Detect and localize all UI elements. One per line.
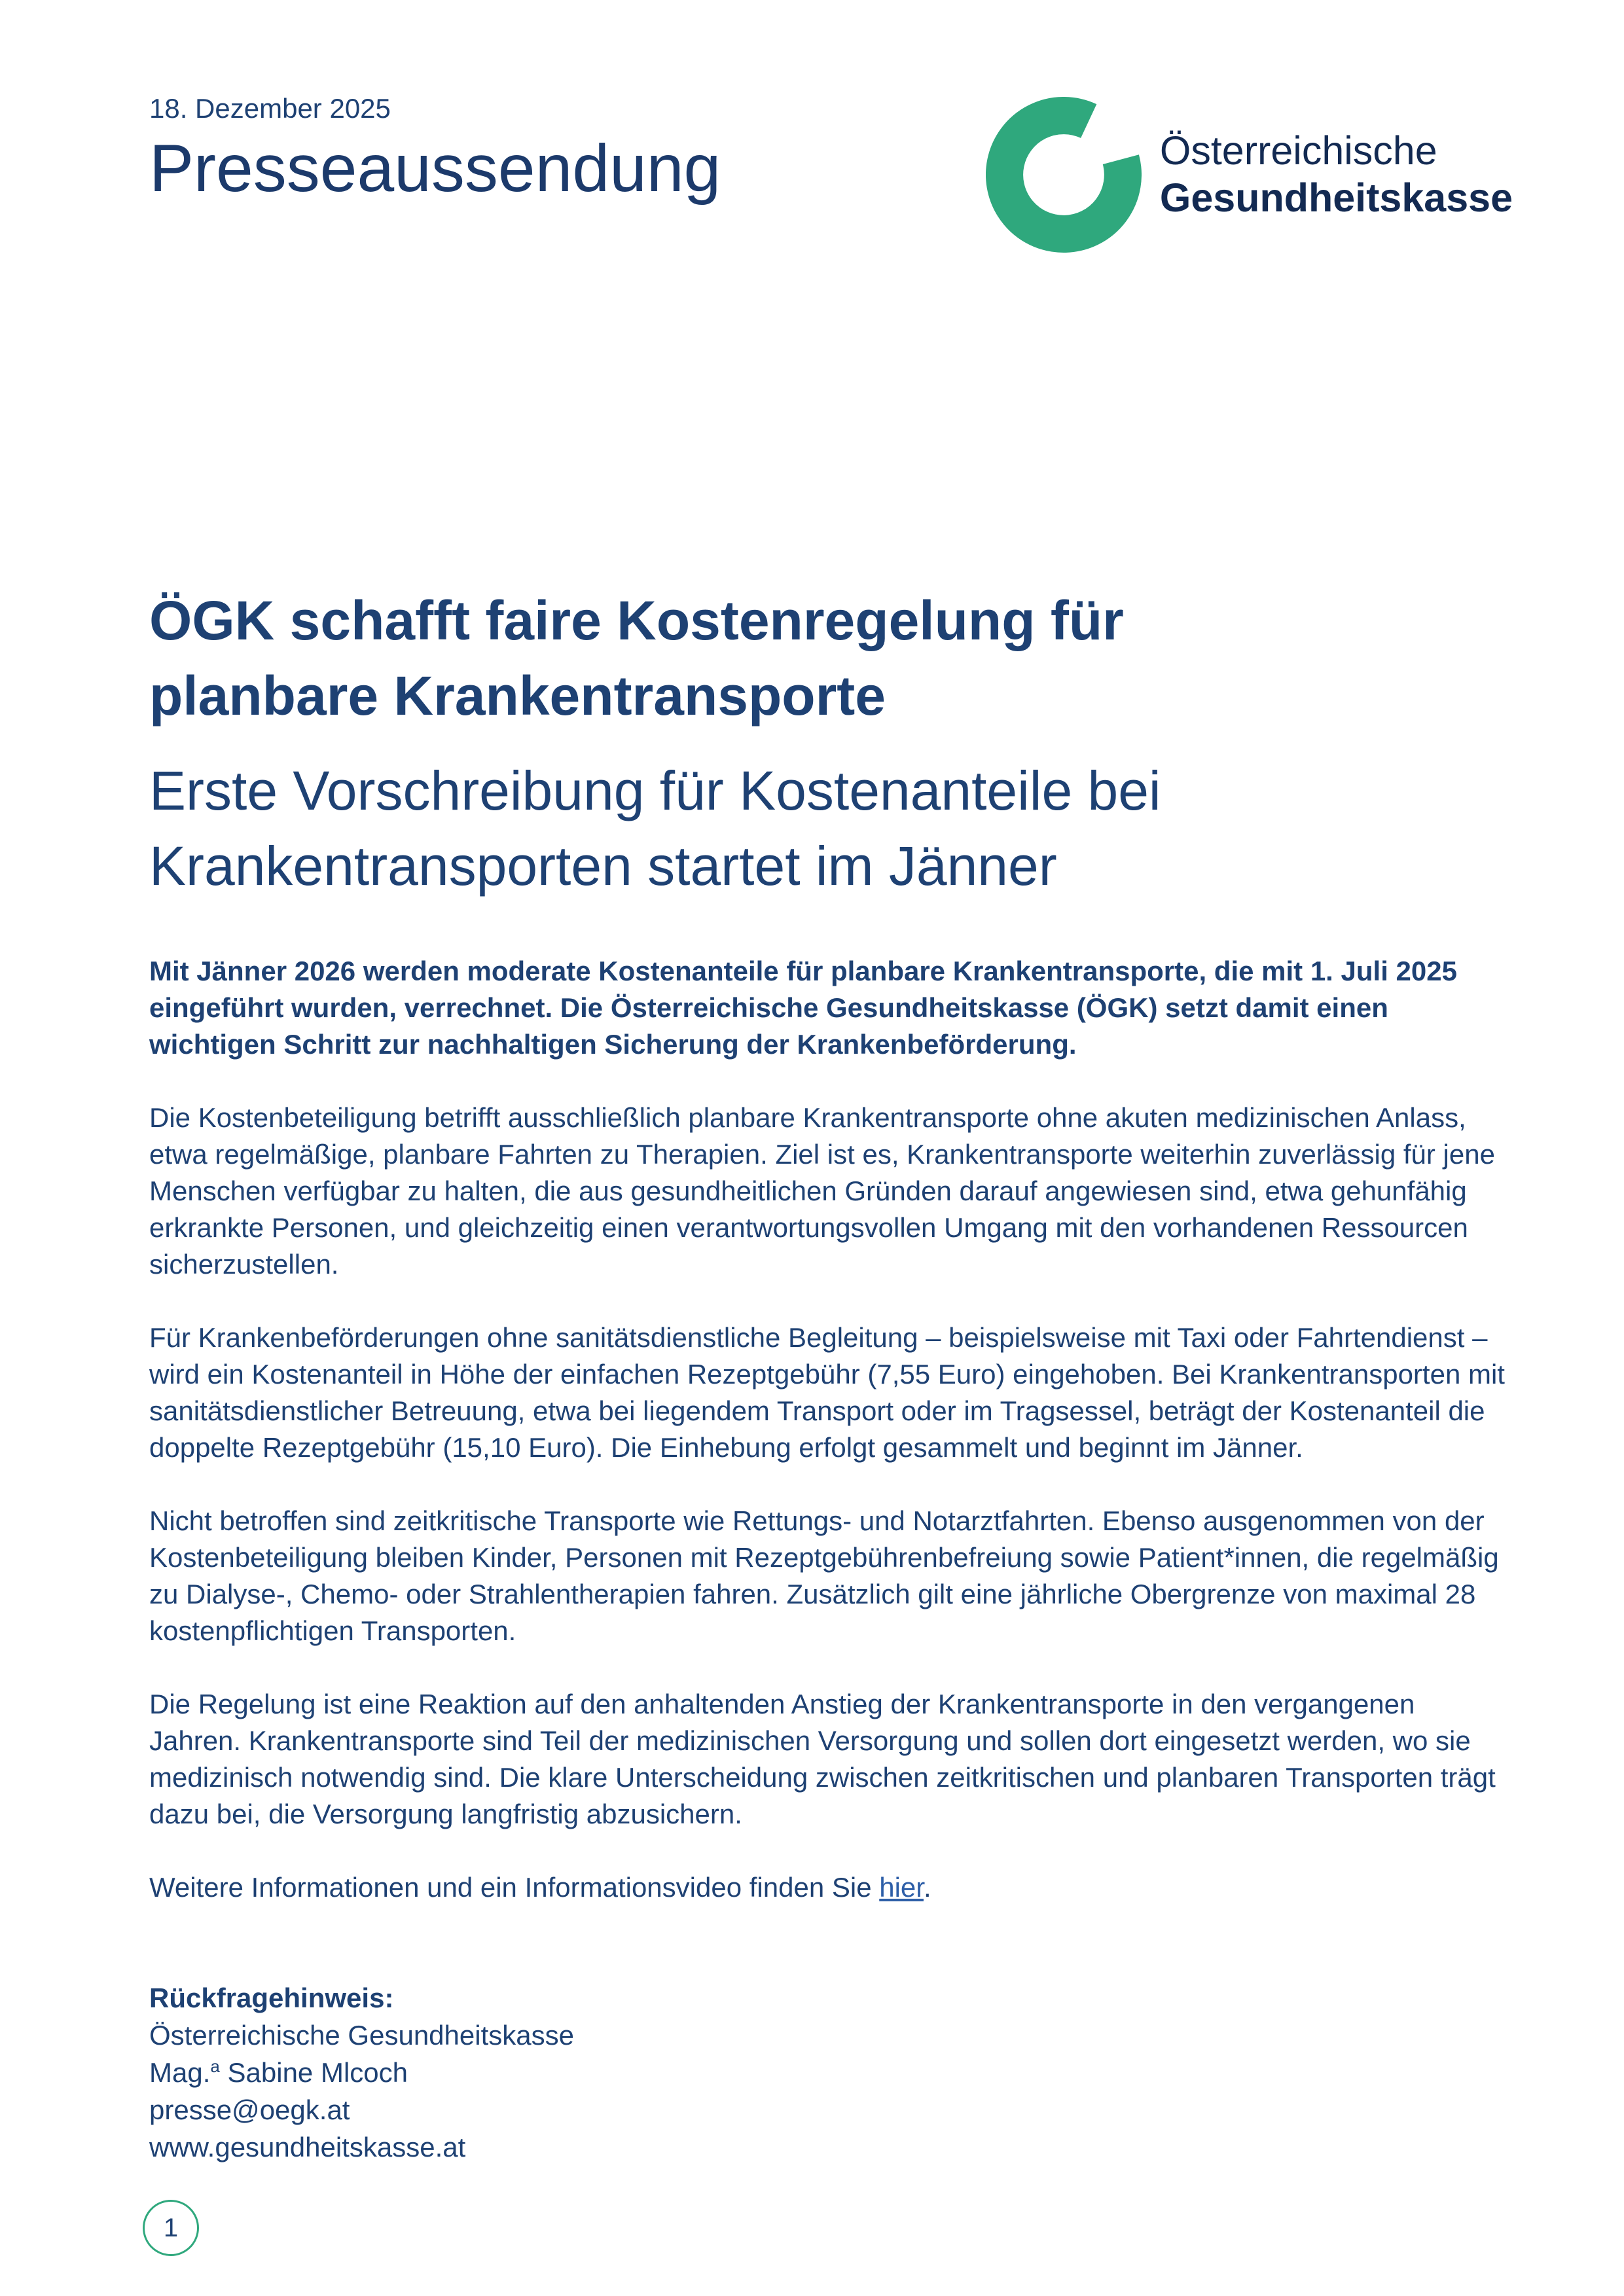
oegk-logo (986, 97, 1513, 253)
lead-paragraph: Mit Jänner 2026 werden moderate Kostenanteile für planbare Krankentransporte, die mit 1. Juli 2025 eingeführt wurden, verrechnet. Die Österreichische Gesundheitskasse (ÖGK) setzt damit einen wichtigen Schritt zur nachhaltigen Sicherung der Krankenbeförderung. (149, 956, 1457, 1060)
body-paragraph: Für Krankenbeförderungen ohne sanitätsdienstliche Begleitung – beispielsweise mit Taxi oder Fahrtendienst – wird ein Kostenanteil in Höhe der einfachen Rezeptgebühr (7,55 Euro) eingehoben. Bei Krankentransporten mit sanitätsdienstlicher Betreuung, etwa bei liegendem Transport oder im Tragsessel, beträgt der Kostenanteil die doppelte Rezeptgebühr (15,10 Euro). Die Einhebung erfolgt gesammelt und beginnt im Jänner. (149, 1322, 1505, 1463)
body-paragraph: Die Regelung ist eine Reaktion auf den anhaltenden Anstieg der Krankentransporte in den vergangenen Jahren. Krankentransporte sind Teil der medizinischen Versorgung und sollen dort eingesetzt werden, wo sie medizinisch notwendig sind. Die klare Unterscheidung zwischen zeitkritischen und planbaren Transporten trägt dazu bei, die Versorgung langfristig abzusichern. (149, 1689, 1496, 1829)
body-paragraph: Die Kostenbeteiligung betrifft ausschließlich planbare Krankentransporte ohne akuten medizinischen Anlass, etwa regelmäßige, planbare Fahrten zu Therapien. Ziel ist es, Krankentransporte weiterhin zuverlässig für jene Menschen verfügbar zu halten, die aus gesundheitlichen Gründen darauf angewiesen sind, etwa gehunfähig erkrankte Personen, und gleichzeitig einen verantwortungsvollen Umgang mit den vorhandenen Ressourcen sicherzustellen. (149, 1102, 1495, 1280)
headline-block (149, 583, 1513, 904)
doc-type-title: Presseaussendung (149, 130, 721, 206)
more-info-prefix: Weitere Informationen und ein Informationsvideo finden Sie (149, 1872, 880, 1903)
page-number: 1 (163, 2213, 179, 2242)
page-number-badge (143, 2200, 199, 2256)
subheadline-line: Erste Vorschreibung für Kostenanteile bei (149, 760, 1161, 821)
more-info-line (149, 1869, 1513, 1906)
contact-name-superscript: a (210, 2056, 220, 2076)
contact-name-prefix: Mag. (149, 2057, 211, 2088)
logo-org-name-line1: Österreichische (1159, 128, 1437, 173)
header (149, 92, 1513, 253)
logo-org-name-line2: Gesundheitskasse (1159, 175, 1513, 220)
body-paragraph: Nicht betroffen sind zeitkritische Transporte wie Rettungs- und Notarztfahrten. Ebenso ausgenommen von der Kostenbeteiligung bleiben Kinder, Personen mit Rezeptgebührenbefreiung sowie Patient*innen, die regelmäßig zu Dialyse-, Chemo- oder Strahlentherapien fahren. Zusätzlich gilt eine jährliche Obergrenze von maximal 28 kostenpflichtigen Transporten. (149, 1505, 1499, 1646)
headline-line: ÖGK schafft faire Kostenregelung für (149, 590, 1124, 651)
date-text: 18. Dezember 2025 (149, 93, 391, 124)
header-left (149, 92, 721, 207)
headline-bold-block (149, 583, 1513, 734)
contact-website: www.gesundheitskasse.at (149, 2132, 466, 2162)
contact-name-rest: Sabine Mlcoch (219, 2057, 408, 2088)
logo-wordmark (1160, 128, 1513, 222)
contact-block (149, 1979, 1513, 2166)
oegk-g-mark-icon (986, 97, 1142, 253)
more-info-suffix: . (923, 1872, 931, 1903)
contact-org: Österreichische Gesundheitskasse (149, 2020, 574, 2051)
headline-line: planbare Krankentransporte (149, 665, 886, 726)
hier-link[interactable]: hier (879, 1872, 924, 1903)
contact-name (149, 2054, 1513, 2091)
contact-heading: Rückfragehinweis: (149, 1982, 394, 2013)
contact-email: presse@oegk.at (149, 2094, 350, 2125)
subheadline-line: Krankentransporten startet im Jänner (149, 835, 1057, 897)
subheadline-block (149, 753, 1513, 904)
